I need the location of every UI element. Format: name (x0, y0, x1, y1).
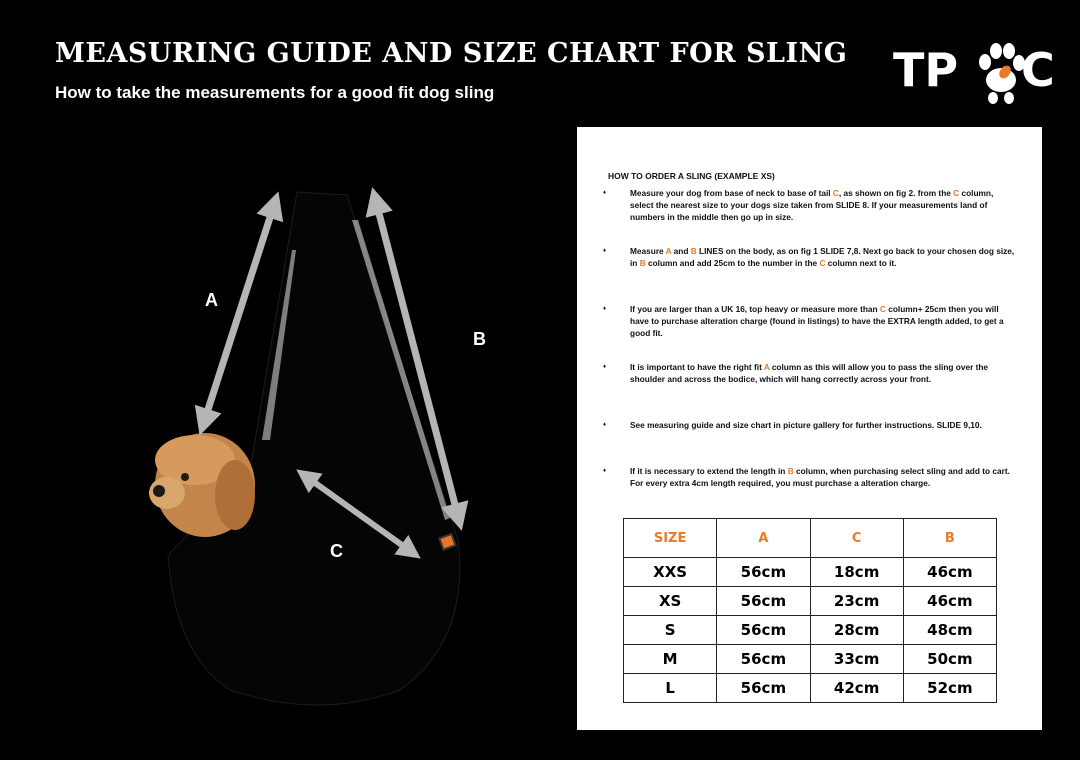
instructions-heading: HOW TO ORDER A SLING (EXAMPLE XS) (608, 171, 775, 181)
bullet-icon: ♦ (603, 364, 607, 370)
instructions-panel: HOW TO ORDER A SLING (EXAMPLE XS) ♦ Measure your dog from base of neck to base of tail C, as shown on fig 2. from the C column, select the nearest size to your dogs size taken from SLIDE 8. If your measurements land of numbers in the middle then go up in size. ♦ Measure A and B LINES on the body, as on fig 1 SLIDE 7,8. Next go back to your chosen dog size, in B column and add 25cm to the number in the C column next to it. ♦ If you are larger than a UK 16, top heavy or measure more than C column+ 25cm then you will have to purchase alteration charge (found in listings) to have the EXTRA length added, to get a good fit. ♦ It is important to have the right fit A column as this will allow you to pass the sling over the shoulder and across the bodice, which will hang correctly across your front. ♦ See measuring guide and size chart in picture gallery for further instructions. SLIDE 9,10. ♦ If it is necessary to extend the length in B column, when purchasing select sling and add to cart. For every extra 4cm length required, you must purchase a alteration charge. SIZE A C B XXS 56cm 18cm 46cm XS 56cm 23cm 46cm S 56cm 28cm 48cm M 56cm 33cm 50cm L 56cm 42cm 52cm (577, 127, 1042, 730)
cell-size: M (624, 645, 717, 674)
cell-a: 56cm (717, 587, 810, 616)
cell-a: 56cm (717, 645, 810, 674)
cell-c: 28cm (810, 616, 903, 645)
cell-size: L (624, 674, 717, 703)
brand-logo (893, 24, 1063, 114)
cell-size: XXS (624, 558, 717, 587)
table-header-row (624, 519, 997, 558)
cell-c: 33cm (810, 645, 903, 674)
page-title: MEASURING GUIDE AND SIZE CHART FOR SLING (55, 38, 848, 69)
cell-a: 56cm (717, 616, 810, 645)
size-chart-table (623, 518, 997, 703)
label-b: B (473, 329, 486, 349)
table-row (624, 645, 997, 674)
header-size: SIZE (624, 519, 717, 558)
header-a: A (717, 519, 810, 558)
cell-size: S (624, 616, 717, 645)
table-row (624, 674, 997, 703)
bullet-icon: ♦ (603, 190, 607, 196)
cell-b: 48cm (903, 616, 996, 645)
header-c: C (810, 519, 903, 558)
cell-b: 46cm (903, 558, 996, 587)
cell-b: 52cm (903, 674, 996, 703)
cell-a: 56cm (717, 558, 810, 587)
dog-head (149, 433, 255, 537)
label-c: C (330, 541, 343, 561)
table-row (624, 558, 997, 587)
label-a: A (205, 290, 218, 310)
paw-print-icon (893, 24, 1063, 114)
bullet-icon: ♦ (603, 468, 607, 474)
cell-c: 23cm (810, 587, 903, 616)
cell-a: 56cm (717, 674, 810, 703)
header-b: B (903, 519, 996, 558)
table-row (624, 616, 997, 645)
bullet-icon: ♦ (603, 248, 607, 254)
cell-size: XS (624, 587, 717, 616)
bullet-icon: ♦ (603, 422, 607, 428)
cell-b: 50cm (903, 645, 996, 674)
logo-text-left: TP (893, 43, 959, 97)
cell-c: 42cm (810, 674, 903, 703)
table-row (624, 587, 997, 616)
logo-text-right: C (1021, 43, 1055, 97)
page-subtitle: How to take the measurements for a good fit dog sling (55, 83, 495, 102)
cell-b: 46cm (903, 587, 996, 616)
bullet-icon: ♦ (603, 306, 607, 312)
cell-c: 18cm (810, 558, 903, 587)
